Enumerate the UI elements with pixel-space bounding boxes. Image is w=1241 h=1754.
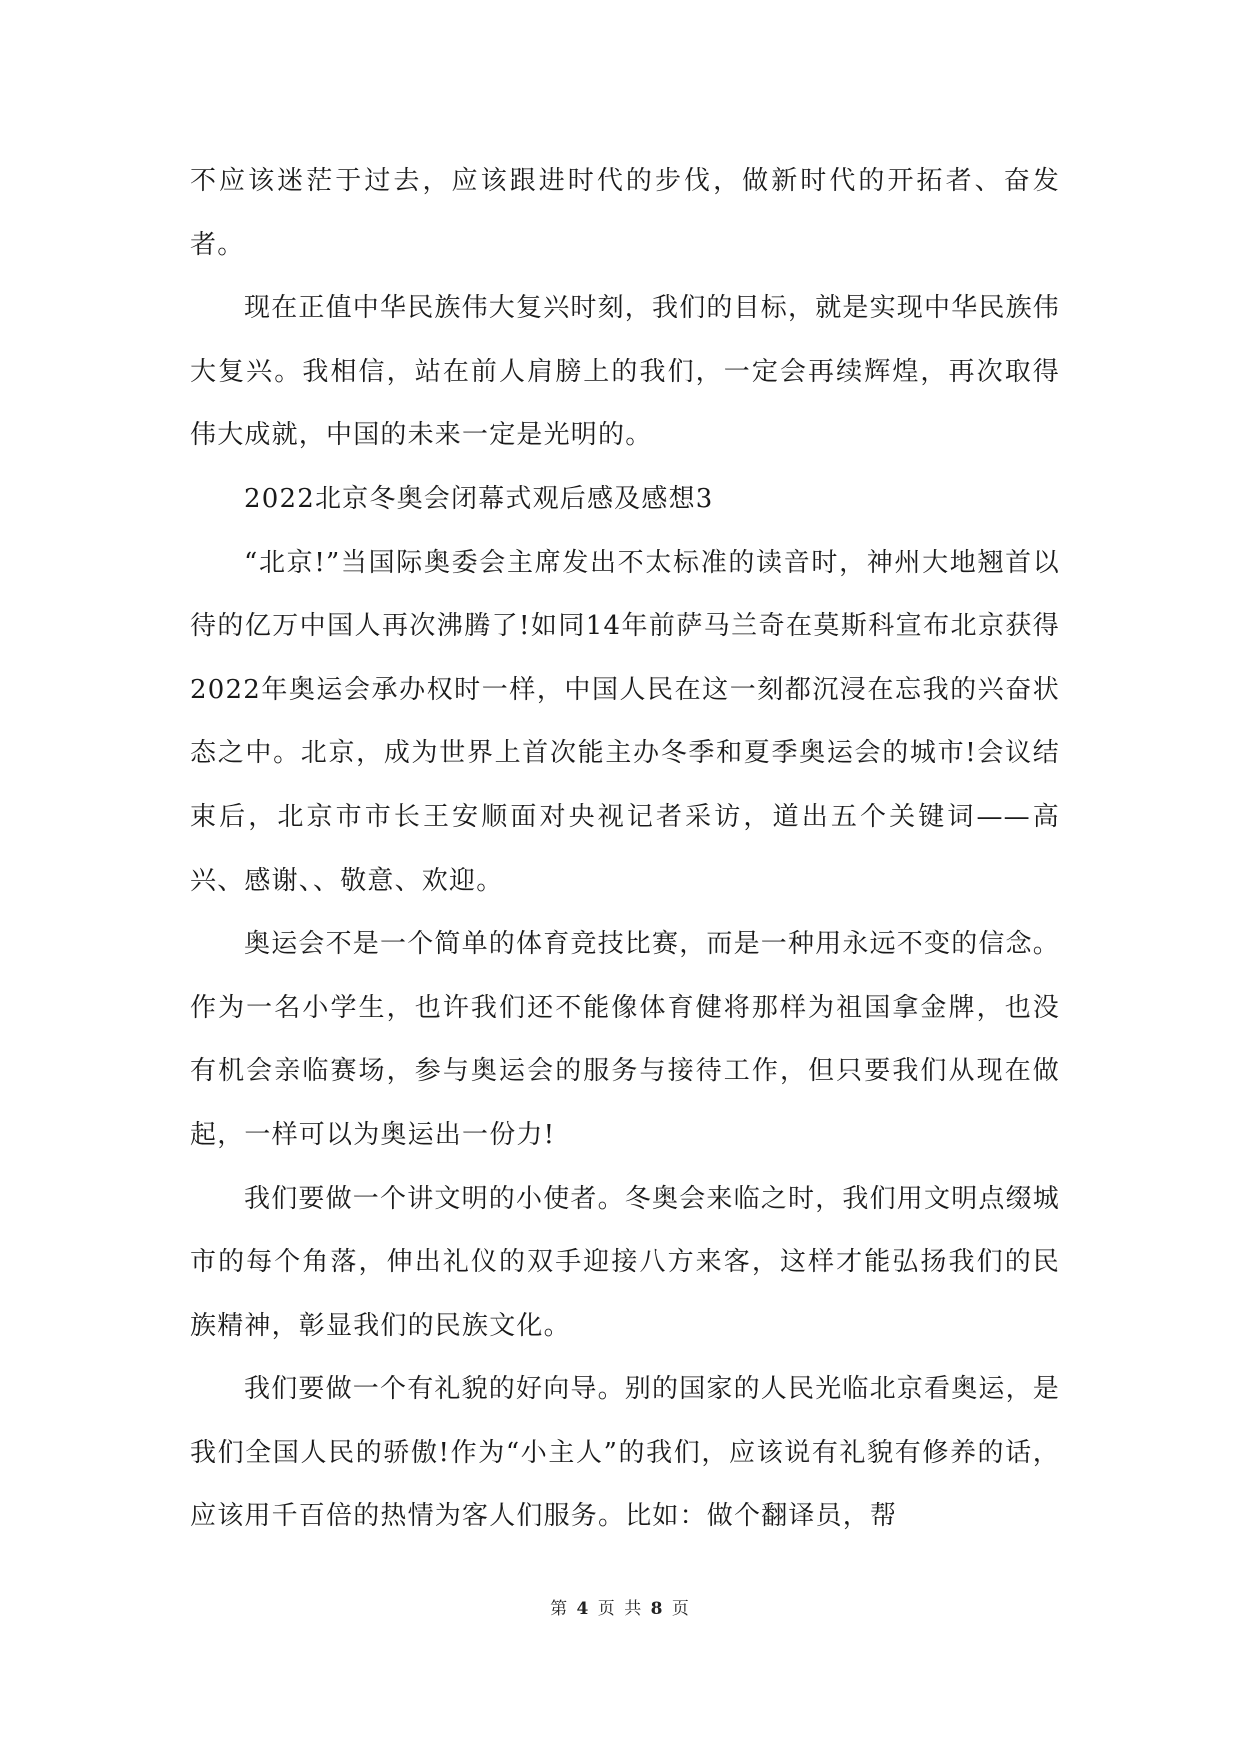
- paragraph-2: 现在正值中华民族伟大复兴时刻，我们的目标，就是实现中华民族伟大复兴。我相信，站在前人肩膀上的我们，一定会再续辉煌，再次取得伟大成就，中国的未来一定是光明的。: [190, 293, 1061, 451]
- current-page-number: 4: [576, 1599, 591, 1619]
- footer-prefix: 第: [550, 1599, 570, 1619]
- footer-middle: 页 共: [597, 1599, 644, 1619]
- paragraph-1: 不应该迷茫于过去，应该跟进时代的步伐，做新时代的开拓者、奋发者。: [190, 166, 1060, 260]
- paragraph-4: 奥运会不是一个简单的体育竞技比赛，而是一种用永远不变的信念。作为一名小学生，也许我们还不能像体育健将那样为祖国拿金牌，也没有机会亲临赛场，参与奥运会的服务与接待工作，但只要我们从现在做起，一样可以为奥运出一份力!: [190, 929, 1061, 1150]
- paragraph-6: 我们要做一个有礼貌的好向导。别的国家的人民光临北京看奥运，是我们全国人民的骄傲!作为“小主人”的我们，应该说有礼貌有修养的话，应该用千百倍的热情为客人们服务。比如：做个翻译员，帮: [190, 1374, 1061, 1532]
- section-heading: 2022北京冬奥会闭幕式观后感及感想3: [244, 483, 714, 514]
- paragraph-3: “北京!”当国际奥委会主席发出不太标准的读音时，神州大地翘首以待的亿万中国人再次沸腾了!如同14年前萨马兰奇在莫斯科宣布北京获得2022年奥运会承办权时一样，中国人民在这一刻都沉浸在忘我的兴奋状态之中。北京，成为世界上首次能主办冬季和夏季奥运会的城市!会议结束后，北京市市长王安顺面对央视记者采访，道出五个关键词——高兴、感谢、、敬意、欢迎。: [190, 547, 1060, 896]
- document-body: [190, 150, 1060, 1549]
- footer-suffix: 页: [671, 1599, 691, 1619]
- page-footer: [0, 1594, 1241, 1619]
- paragraph-5: 我们要做一个讲文明的小使者。冬奥会来临之时，我们用文明点缀城市的每个角落，伸出礼仪的双手迎接八方来客，这样才能弘扬我们的民族精神，彰显我们的民族文化。: [190, 1183, 1061, 1341]
- total-pages-number: 8: [650, 1599, 665, 1619]
